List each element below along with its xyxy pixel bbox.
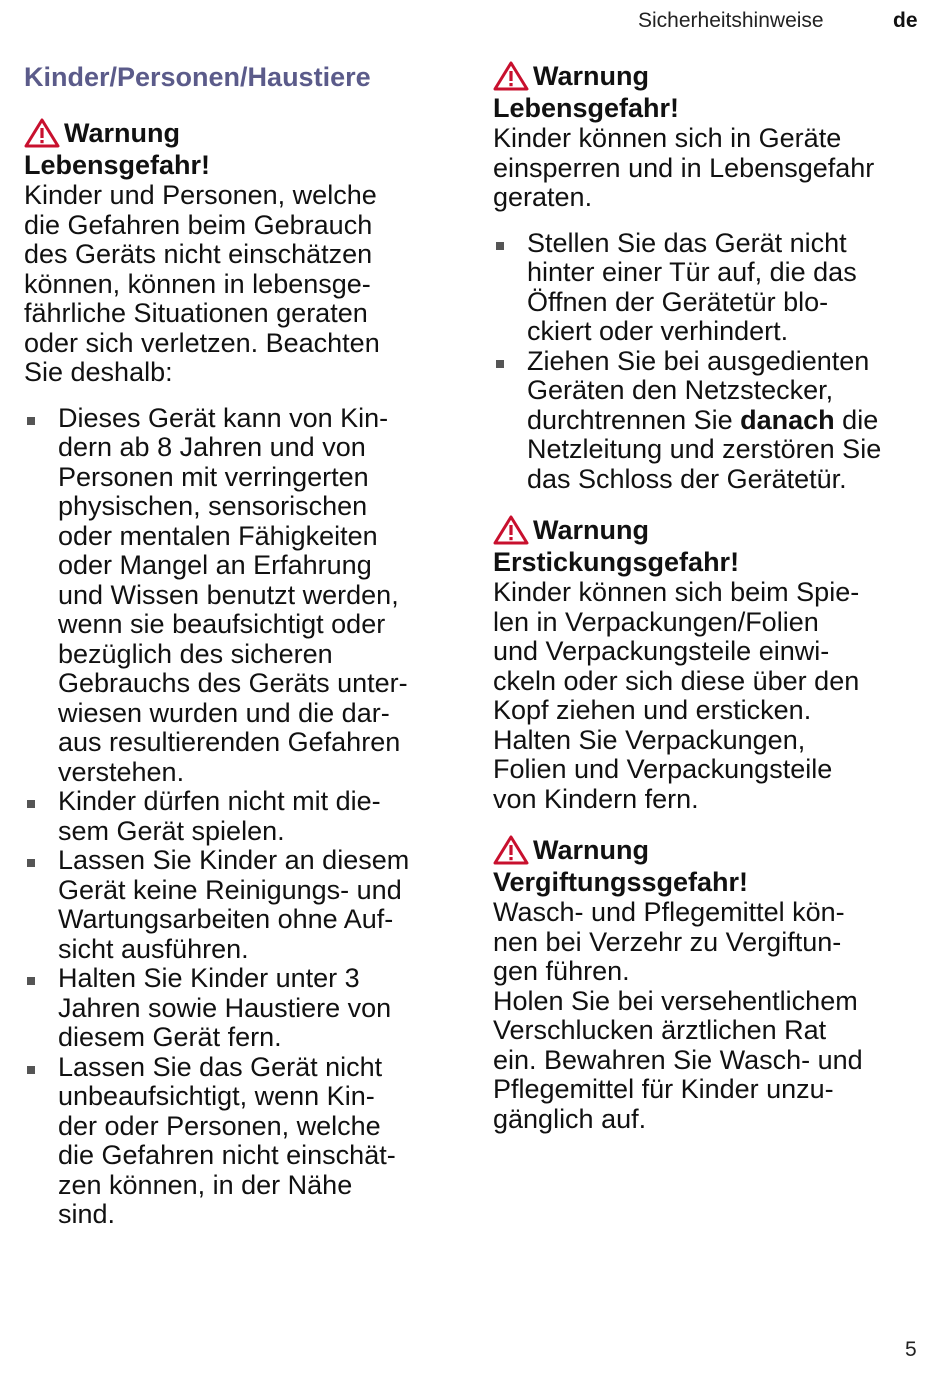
list-item: Lassen Sie das Gerät nicht unbeaufsichtigt, wenn Kin- der oder Personen, welche die Gefahren nicht einschät- zen können, in der Nähe sind.: [24, 1053, 454, 1230]
warning-block-suffocation-lock: [493, 60, 923, 494]
warning-triangle-icon: [493, 835, 529, 865]
hazard-title: Lebensgefahr!: [493, 93, 680, 123]
hazard-title: Lebensgefahr!: [24, 150, 211, 180]
warning-block-poisoning: [493, 834, 923, 1134]
right-column: [493, 60, 923, 1154]
square-bullet: [27, 977, 35, 985]
emphasis-text: danach: [740, 404, 835, 435]
header-language: de: [893, 9, 918, 32]
warning-triangle-icon: [24, 118, 60, 148]
warning-heading: [493, 834, 923, 898]
header-section-title: Sicherheitshinweise: [638, 9, 824, 32]
warning-triangle-icon: [493, 515, 529, 545]
square-bullet: [496, 360, 504, 368]
square-bullet: [27, 800, 35, 808]
hazard-title: Vergiftungssgefahr!: [493, 867, 749, 897]
page-number: 5: [905, 1338, 917, 1361]
list-item: Kinder dürfen nicht mit die- sem Gerät spielen.: [24, 787, 454, 846]
warning-label: Warnung: [64, 118, 180, 148]
warning-label: Warnung: [533, 61, 649, 91]
list-item: Stellen Sie das Gerät nicht hinter einer Tür auf, die das Öffnen der Gerätetür blo- ckiert oder verhindert.: [493, 229, 923, 347]
safety-list: [493, 229, 923, 495]
warning-text: Kinder können sich in Geräte einsperren und in Lebensgefahr geraten.: [493, 123, 875, 212]
hazard-title: Erstickungsgefahr!: [493, 547, 740, 577]
safety-list: [24, 404, 454, 1230]
square-bullet: [27, 417, 35, 425]
warning-label: Warnung: [533, 515, 649, 545]
warning-heading: [24, 117, 454, 181]
square-bullet: [27, 1066, 35, 1074]
warning-text: Wasch- und Pflegemittel kön- nen bei Verzehr zu Vergiftun- gen führen. Holen Sie bei versehentlichem Verschlucken ärztlichen Rat ein. Bewahren Sie Wasch- und Pflegemittel für Kinder unzu- gänglich auf.: [493, 897, 863, 1134]
warning-heading: [493, 60, 923, 124]
list-item: Ziehen Sie bei ausgedienten Geräten den Netzstecker, durchtrennen Sie danach die Netzleitung und zerstören Sie das Schloss der Gerätetür.: [493, 347, 923, 495]
warning-text: Kinder und Personen, welche die Gefahren beim Gebrauch des Geräts nicht einschätzen können, können in lebensge- fährliche Situationen geraten oder sich verletzen. Beachten Sie deshalb:: [24, 180, 380, 387]
warning-triangle-icon: [493, 61, 529, 91]
warning-block-suffocation: [493, 514, 923, 814]
list-item: Halten Sie Kinder unter 3 Jahren sowie Haustiere von diesem Gerät fern.: [24, 964, 454, 1053]
square-bullet: [27, 859, 35, 867]
left-column: [24, 60, 454, 1230]
section-title: Kinder/Personen/Haustiere: [24, 62, 371, 92]
warning-label: Warnung: [533, 835, 649, 865]
square-bullet: [496, 242, 504, 250]
list-item: Lassen Sie Kinder an diesem Gerät keine Reinigungs- und Wartungsarbeiten ohne Auf- sicht ausführen.: [24, 846, 454, 964]
warning-heading: [493, 514, 923, 578]
warning-text: Kinder können sich beim Spie- len in Verpackungen/Folien und Verpackungsteile einwi- ckeln oder sich diese über den Kopf ziehen und ersticken. Halten Sie Verpackungen, Folien und Verpackungsteile von Kindern fern.: [493, 577, 860, 814]
list-item: Dieses Gerät kann von Kin- dern ab 8 Jahren und von Personen mit verringerten physischen, sensorischen oder mentalen Fähigkeiten oder Mangel an Erfahrung und Wissen benutzt werden, wenn sie beaufsichtigt oder bezüglich des sicheren Gebrauchs des Geräts unter- wiesen wurden und die dar- aus resultierenden Gefahren verstehen.: [24, 404, 454, 788]
